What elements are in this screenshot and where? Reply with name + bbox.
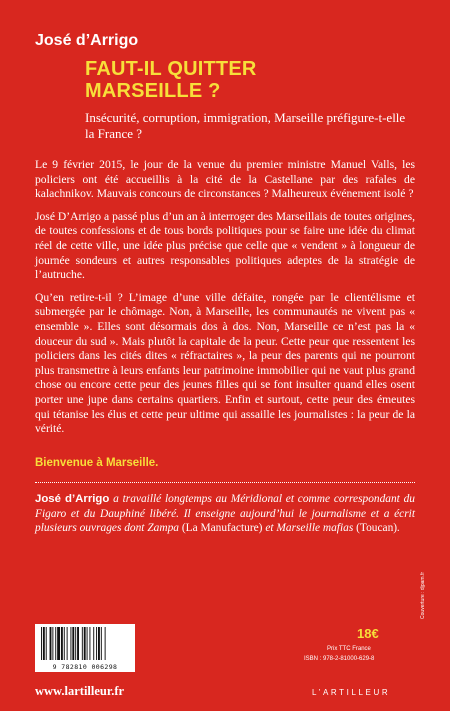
author-bio [35,492,415,536]
barcode [35,624,135,672]
bio-text-3: . [397,522,400,534]
title-line-2: MARSEILLE ? [85,80,221,102]
bio-author-name: José d’Arrigo [35,493,110,505]
welcome-line: Bienvenue à Marseille. [35,457,159,469]
blurb-text [35,158,415,445]
blurb-paragraph: Le 9 février 2015, le jour de la venue du premier ministre Manuel Valls, les policiers ont été accueillis à la cité de la Castellane par des rafales de kalachnikov. Mauvais concours de circonstances ? Malheureux événement isolé ? [35,158,415,201]
publisher-website: www.lartilleur.fr [35,684,125,698]
bio-text-2: et Marseille mafias [262,522,357,534]
barcode-icon [35,624,135,662]
bio-text: a travaillé longtemps au Méridional et comme correspondant du Figaro et du Dauphiné libéré. Il enseigne aujourd’hui le journalisme et a écrit plusieurs ouvrages dont Zampa [35,493,416,534]
divider [35,482,415,483]
book-subtitle: Insécurité, corruption, immigration, Marseille préfigure-t-elle la France ? [85,110,406,141]
bio-publisher-2: (Toucan) [356,522,398,534]
publisher-logo: L’ARTILLEUR [312,688,391,697]
blurb-paragraph: José D’Arrigo a passé plus d’un an à interroger des Marseillais de toutes origines, de toutes confessions et de tous bords politiques pour se faire une idée du climat réel de cette ville, une idée plus précise que celle que « vendent » à longueur de journée sondeurs et autres responsables politiques adeptes de la stratégie de l’autruche. [35,209,415,282]
price-label: Prix TTC France [327,646,371,652]
title-line-1: FAUT-IL QUITTER [85,58,257,80]
cover-credit: Couverture : djpam.fr [420,572,426,619]
bio-publisher-1: (La Manufacture) [181,522,263,534]
author-name: José d’Arrigo [35,32,139,49]
isbn: ISBN : 978-2-81000-629-8 [304,656,375,662]
blurb-paragraph: Qu’en retire-t-il ? L’image d’une ville défaite, rongée par le clientélisme et submergée par le chômage. Non, à Marseille, les communautés ne vivent pas « ensemble ». Elles sont désormais dos à dos. Non, Marseille ce n’est pas la « douceur du sud ». Mais plutôt la capitale de la peur. Cette peur que ressentent les policiers dans les cités dites « réfractaires », la peur des parents qui ne pourront plus transmettre à leurs enfants leur patrimoine immobilier qui ne vaut plus grand chose ou encore cette peur des jeunes filles qui se font insulter quand elles osent porter une jupe dans certains quartiers. Enfin et surtout, cette peur des émeutes qui tétanise les élus et cette peur ultime qui assaille les journalistes : la peur de la vérité. [35,290,415,436]
book-title [85,58,415,102]
price: 18€ [357,626,379,641]
barcode-number: 9 782810 006298 [52,663,118,671]
